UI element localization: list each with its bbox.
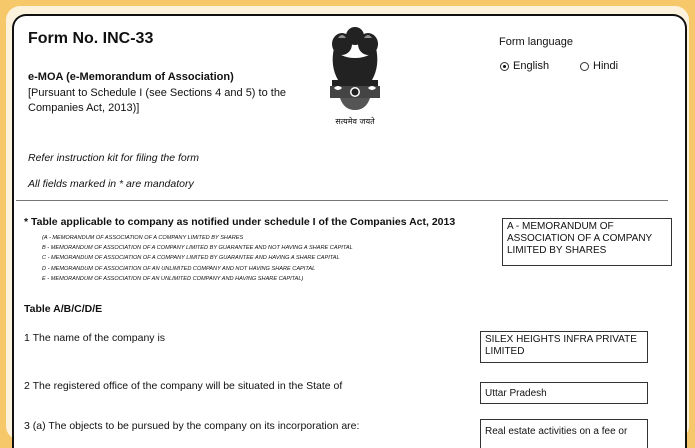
table-option: C - MEMORANDUM OF ASSOCIATION OF A COMPANY LIMITED BY GUARANTEE AND HAVING A SHARE CAPITAL — [42, 255, 340, 262]
divider — [16, 200, 668, 201]
state-emblem-icon — [314, 18, 396, 128]
language-option-english-label: English — [513, 60, 550, 72]
table-option: B - MEMORANDUM OF ASSOCIATION OF A COMPANY LIMITED BY GUARANTEE AND NOT HAVING A SHARE CAPITAL — [42, 245, 353, 252]
form-number: Form No. INC-33 — [28, 30, 154, 47]
registered-office-state-field[interactable]: Uttar Pradesh — [480, 382, 648, 404]
objects-label: 3 (a) The objects to be pursued by the company on its incorporation are: — [24, 420, 360, 432]
table-option: (A - MEMORANDUM OF ASSOCIATION OF A COMPANY LIMITED BY SHARES — [42, 235, 244, 241]
form-title: e-MOA (e-Memorandum of Association) — [28, 71, 234, 83]
section-title: Table A/B/C/D/E — [24, 303, 103, 315]
registered-office-state-label: 2 The registered office of the company will be situated in the State of — [24, 380, 343, 392]
instruction-kit-note: Refer instruction kit for filing the form — [28, 152, 199, 164]
table-applicable-field[interactable]: A - MEMORANDUM OF ASSOCIATION OF A COMPANY LIMITED BY SHARES — [502, 218, 672, 266]
radio-selected-icon[interactable] — [500, 62, 509, 71]
language-option-hindi[interactable] — [580, 60, 618, 72]
company-name-field[interactable]: SILEX HEIGHTS INFRA PRIVATE LIMITED — [480, 331, 648, 363]
objects-field[interactable]: Real estate activities on a fee or — [480, 419, 648, 448]
table-option: D - MEMORANDUM OF ASSOCIATION OF AN UNLIMITED COMPANY AND NOT HAVING SHARE CAPITAL — [42, 265, 316, 272]
language-option-hindi-label: Hindi — [593, 60, 619, 72]
table-options-list — [42, 233, 353, 284]
company-name-label: 1 The name of the company is — [24, 332, 166, 344]
emblem-motto: सत्यमेव जयते — [335, 117, 375, 126]
mandatory-fields-note: All fields marked in * are mandatory — [28, 178, 194, 190]
table-option: E - MEMORANDUM OF ASSOCIATION OF AN UNLIMITED COMPANY AND HAVING SHARE CAPITAL) — [42, 275, 304, 282]
form-subtitle: [Pursuant to Schedule I (see Sections 4 and 5) to the Companies Act, 2013)] — [28, 87, 287, 114]
table-applicable-label: * Table applicable to company as notified under schedule I of the Companies Act, 2013 — [24, 216, 456, 228]
language-option-english[interactable] — [500, 60, 549, 72]
form-page — [12, 14, 687, 448]
radio-unselected-icon[interactable] — [580, 62, 589, 71]
form-language-label: Form language — [499, 36, 573, 48]
